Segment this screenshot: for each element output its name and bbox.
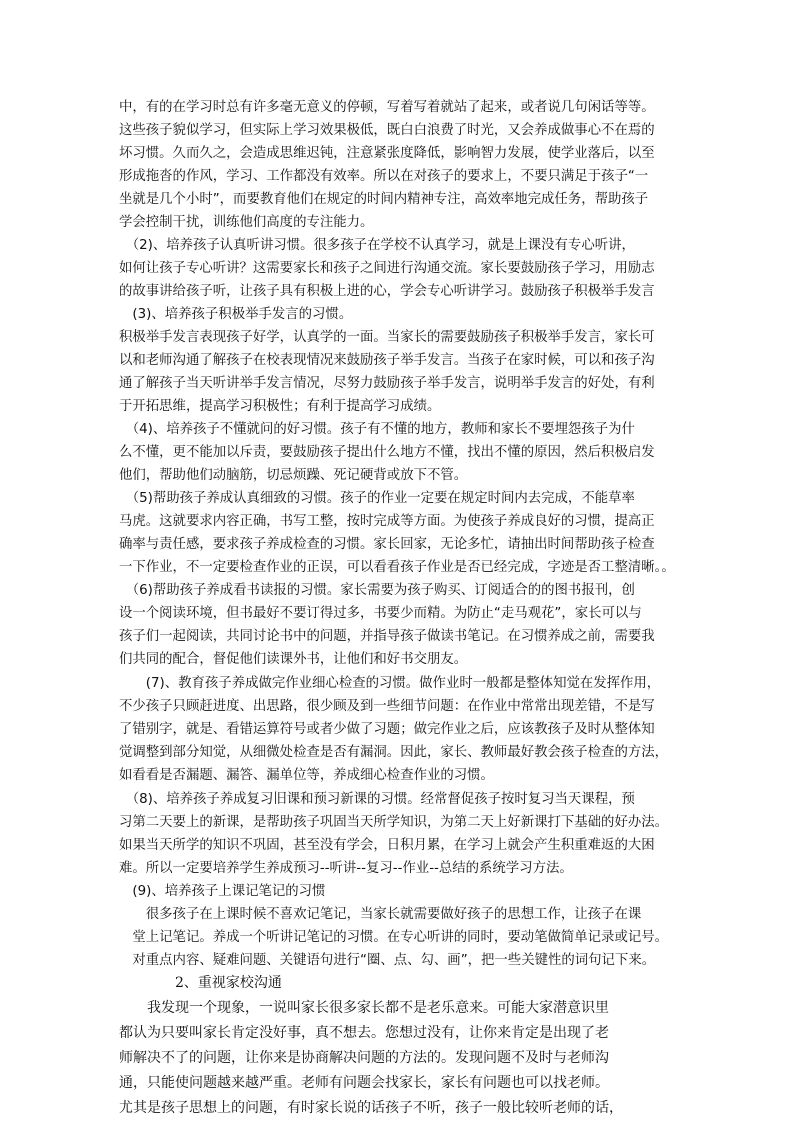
text-line: 形成拖沓的作风，学习、工作都没有效率。所以在对孩子的要求上，不要只满足于孩子“一 xyxy=(119,169,649,184)
text-line: 学会控制干扰，训练他们高度的专注能力。 xyxy=(119,215,374,230)
text-line: （4)、培养孩子不懂就问的好习惯。孩子有不懂的地方，教师和家长不要埋怨孩子为什 xyxy=(119,422,635,437)
text-line: 这些孩子貌似学习，但实际上学习效果极低，既白白浪费了时光，又会养成做事心不在焉的 xyxy=(119,123,655,138)
text-line: 习第二天要上的新课，是帮助孩子巩固当天所学知识，为第二天上好新课打下基础的好办法。 xyxy=(119,815,669,830)
text-line: 一下作业，不一定要检查作业的正误，可以看看孩子作业是否已经完成，字迹是否工整清晰。。 xyxy=(119,560,675,575)
text-line: 孩子们一起阅读，共同讨论书中的问题，并指导孩子做读书笔记。在习惯养成之前，需要我 xyxy=(119,629,655,644)
text-line: 都认为只要叫家长肯定没好事，真不想去。您想过没有，让你来肯定是出现了老 xyxy=(119,1025,609,1041)
text-line: 么不懂，更不能加以斥责，要鼓励孩子提出什么地方不懂，找出不懂的原因，然后积极启发 xyxy=(119,445,655,460)
text-line: 坐就是几个小时”，而要教育他们在规定的时间内精神专注，高效率地完成任务，帮助孩子 xyxy=(119,192,649,207)
text-line: 通了解孩子当天听讲举手发言情况，尽努力鼓励孩子举手发言，说明举手发言的好处，有利 xyxy=(119,376,655,391)
text-line: 积极举手发言表现孩子好学，认真学的一面。当家长的需要鼓励孩子积极举手发言，家长可 xyxy=(119,330,655,345)
text-line: 我发现一个现象，一说叫家长很多家长都不是老乐意来。可能大家潜意识里 xyxy=(119,1000,609,1016)
text-line: (9)、培养孩子上课记笔记的习惯 xyxy=(119,884,326,899)
text-line: 的故事讲给孩子听，让孩子具有积极上进的心，学会专心听讲学习。鼓励孩子积极举手发言 xyxy=(119,284,655,299)
text-line: 难。所以一定要培养学生养成预习--听讲--复习--作业--总结的系统学习方法。 xyxy=(119,861,573,876)
text-line: 师解决不了的问题，让你来是协商解决问题的方法的。发现问题不及时与老师沟 xyxy=(119,1050,609,1066)
text-line: 不少孩子只顾赶进度、出思路，很少顾及到一些细节问题：在作业中常常出现差错，不是写 xyxy=(119,699,655,714)
text-line: 堂上记笔记。养成一个听讲记笔记的习惯。在专心听讲的同时，要动笔做简单记录或记号。 xyxy=(119,930,669,945)
text-line: （8)、培养孩子养成复习旧课和预习新课的习惯。经常督促孩子按时复习当天课程，预 xyxy=(119,792,635,807)
text-line: (3)、培养孩子积极举手发言的习惯。 xyxy=(119,307,353,322)
text-line: 他们，帮助他们动脑筋，切忌烦躁、死记硬背或放下不管。 xyxy=(119,468,468,483)
section-heading: 2、重视家校沟通 xyxy=(119,975,282,991)
text-line: 觉调整到部分知觉，从细微处检查是否有漏洞。因此，家长、教师最好教会孩子检查的方法， xyxy=(119,745,669,760)
text-line: 如看看是否漏题、漏答、漏单位等，养成细心检查作业的习惯。 xyxy=(119,768,494,783)
text-line: 坏习惯。久而久之，会造成思维迟钝，注意紧张度降低，影响智力发展，使学业落后，以至 xyxy=(119,146,655,161)
text-line: （6)帮助孩子养成看书读报的习惯。家长需要为孩子购买、订阅适合的的图书报刊，创 xyxy=(119,583,635,598)
text-line: 了错别字，就是、看错运算符号或者少做了习题；做完作业之后，应该教孩子及时从整体知 xyxy=(119,722,655,737)
text-line: 尤其是孩子思想上的问题，有时家长说的话孩子不听，孩子一般比较听老师的话， xyxy=(119,1100,623,1116)
text-line: 对重点内容、疑难问题、关键语句进行“圈、点、勾、画”，把一些关键性的词句记下来。 xyxy=(119,953,656,968)
text-line: 设一个阅读环境，但书最好不要订得过多，书要少而精。为防止“走马观花”，家长可以与 xyxy=(119,606,642,621)
text-line: 于开拓思维，提高学习积极性；有利于提高学习成绩。 xyxy=(119,399,441,414)
text-line: 如果当天所学的知识不巩固，甚至没有学会，日积月累，在学习上就会产生积重难返的大困 xyxy=(119,838,655,853)
text-line: 如何让孩子专心听讲？这需要家长和孩子之间进行沟通交流。家长要鼓励孩子学习，用励志 xyxy=(119,261,655,276)
text-line: 确率与责任感，要求孩子养成检查的习惯。家长回家，无论多忙，请抽出时间帮助孩子检查 xyxy=(119,537,655,552)
text-line: 马虎。这就要求内容正确，书写工整，按时完成等方面。为使孩子养成良好的习惯，提高正 xyxy=(119,514,655,529)
text-line: (7)、教育孩子养成做完作业细心检查的习惯。做作业时一般都是整体知觉在发挥作用， xyxy=(119,676,661,691)
text-line: （2)、培养孩子认真听讲习惯。很多孩子在学校不认真学习，就是上课没有专心听讲， xyxy=(119,238,635,253)
text-line: 以和老师沟通了解孩子在校表现情况来鼓励孩子举手发言。当孩子在家时候，可以和孩子沟 xyxy=(119,353,655,368)
text-line: 们共同的配合，督促他们读课外书，让他们和好书交朋友。 xyxy=(119,652,468,667)
text-line: 很多孩子在上课时候不喜欢记笔记，当家长就需要做好孩子的思想工作，让孩子在课 xyxy=(119,907,642,922)
text-line: 中，有的在学习时总有许多毫无意义的停顿，写着写着就站了起来，或者说几句闲话等等。 xyxy=(119,100,655,115)
text-line: 通，只能使问题越来越严重。老师有问题会找家长，家长有问题也可以找老师。 xyxy=(119,1075,609,1091)
text-line: （5)帮助孩子养成认真细致的习惯。孩子的作业一定要在规定时间内去完成，不能草率 xyxy=(119,491,635,506)
